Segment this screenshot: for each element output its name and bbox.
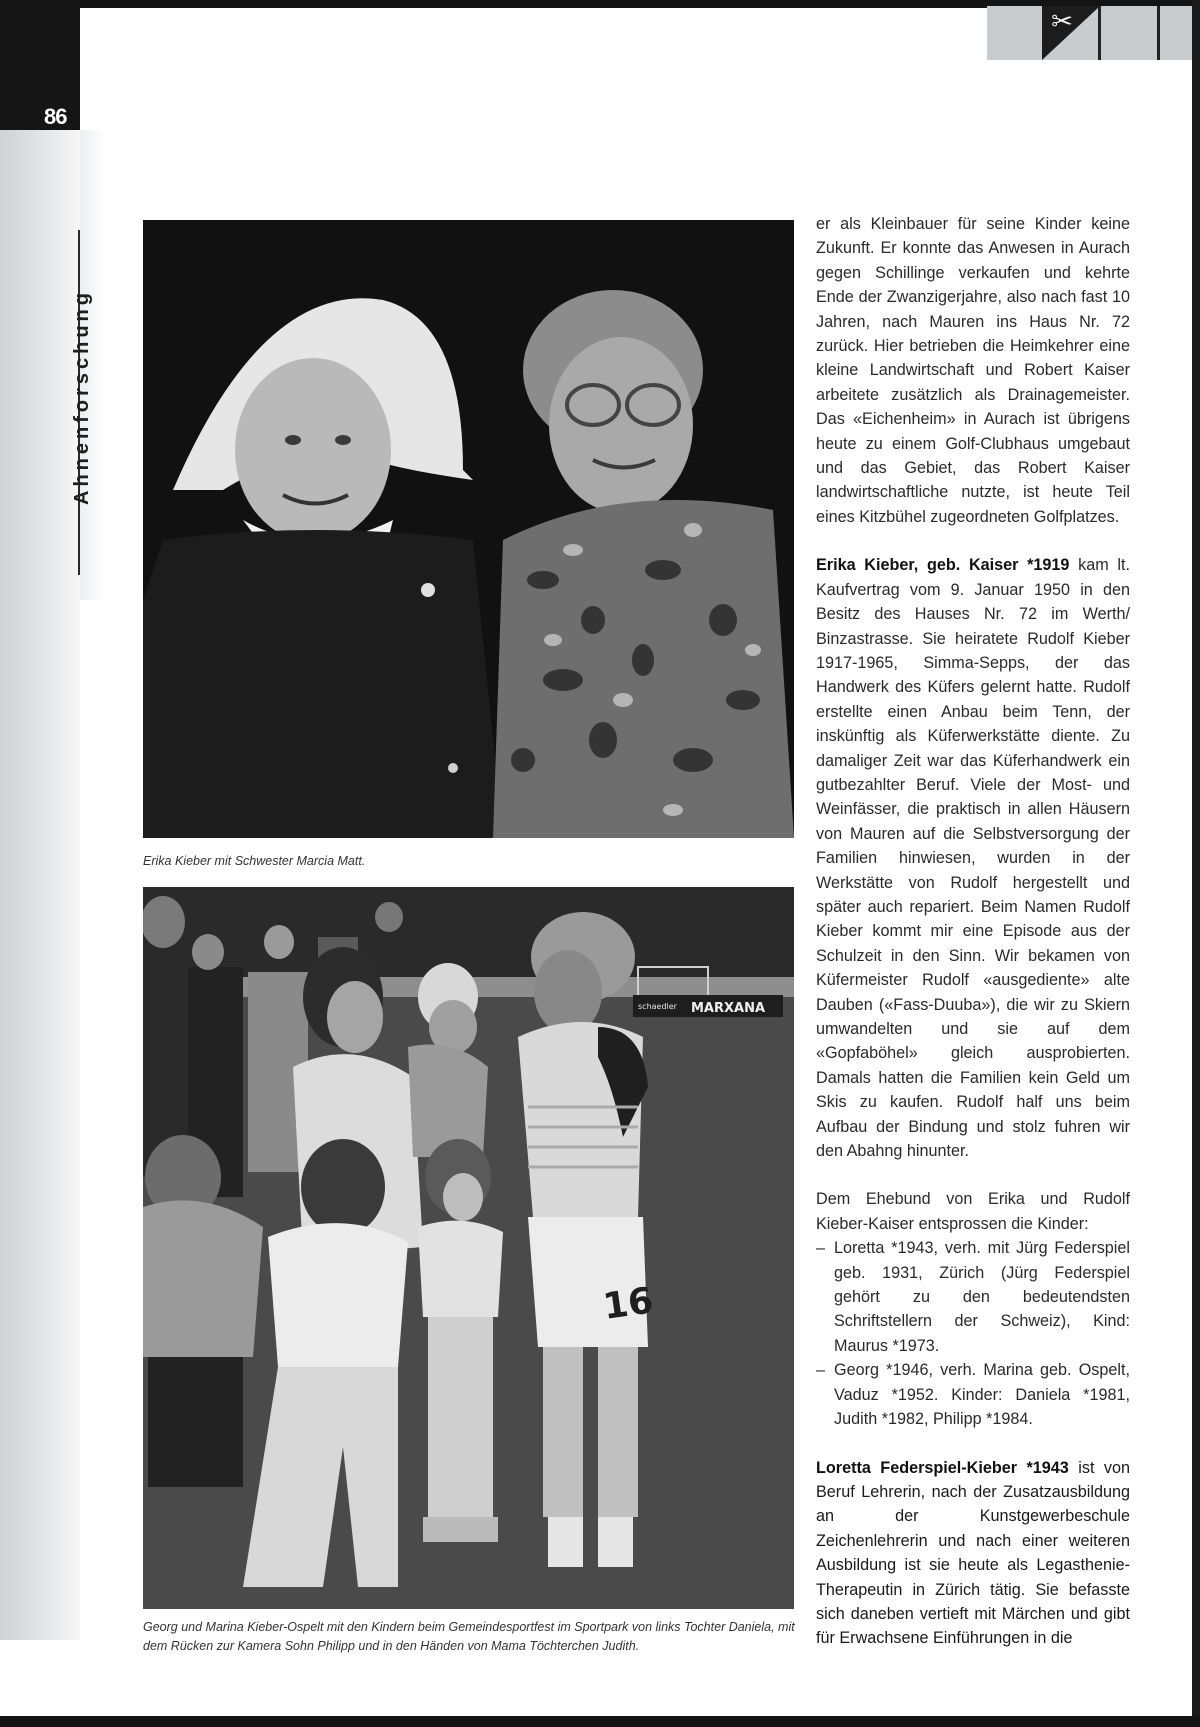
photo-caption: Erika Kieber mit Schwester Marcia Matt. xyxy=(143,854,366,868)
banner-text: MARXANA xyxy=(691,1001,766,1016)
list-item: – Loretta *1943, verh. mit Jürg Federspiel geb. 1931, Zürich (Jürg Federspiel gehört zu den bedeutendsten Schriftstellern der Schweiz), Kind: Maurus *1973. xyxy=(816,1236,1130,1358)
page-number-block xyxy=(0,0,80,130)
children-list xyxy=(816,1236,1130,1431)
scan-right-edge xyxy=(1192,0,1200,1727)
paragraph: er als Kleinbauer für seine Kinder keine Zukunft. Er konnte das Anwesen in Aurach gegen Schillinge verkaufen und kehrte Ende der Zwanzigerjahre, also nach fast 10 Jahren, nach Mauren ins Haus Nr. 72 zurück. Hier betrieben die Heimkehrer eine kleine Landwirtschaft und Robert Kaiser arbeitete zusätzlich als Drainagemeister. Das «Eichenheim» in Aurach ist übrigens heute zu einem Golf-Clubhaus umgebaut und das Gebiet, das Robert Kaiser landwirtschaftliche nutzte, ist heute Teil eines Kitzbühel zugeordneten Golfplatzes. xyxy=(816,215,1130,526)
paragraph-heading: Erika Kieber, geb. Kaiser *1919 xyxy=(816,556,1070,575)
corner-divider xyxy=(1098,6,1101,60)
section-title: Ahnenforschung xyxy=(71,289,93,505)
photo-sisters xyxy=(143,220,794,838)
paragraph xyxy=(816,553,1130,1163)
list-item: – Georg *1946, verh. Marina geb. Ospelt, Vaduz *1952. Kinder: Daniela *1981, Judith *1982, Philipp *1984. xyxy=(816,1358,1130,1431)
photo-caption: Georg und Marina Kieber-Ospelt mit den Kindern beim Gemeindesportfest im Sportpark von links Tochter Daniela, mit dem Rücken zur Kamera Sohn Philipp und in den Händen von Mama Töchterchen Judith. xyxy=(143,1620,795,1653)
scan-bottom-edge xyxy=(0,1716,1200,1727)
banner-small-text: schaedler xyxy=(638,1002,677,1011)
shirt-number: 16 xyxy=(600,1280,656,1328)
margin-strip xyxy=(0,130,80,1640)
paragraph xyxy=(816,1456,1130,1651)
paragraph-body: kam lt. Kaufvertrag vom 9. Januar 1950 in den Besitz des Hauses Nr. 72 im Werth/ Binzastrasse. Sie heiratete Rudolf Kieber 1917-1965, Simma-Sepps, der das Handwerk des Küfers gelernt hatte. Rudolf erstellte einen Anbau beim Tenn, der inskünftig als Küferwerkstätte diente. Zu damaliger Zeit war das Küferhandwerk ein gutbezahlter Beruf. Viele der Most- und Weinfässer, die praktisch in allen Häusern von Mauren auf die Selbstversorgung der Familien hinwiesen, wurden in der Werkstätte von Rudolf hergestellt und später auch repariert. Beim Namen Rudolf Kieber kommt mir eine Episode aus der Schulzeit in den Sinn. Wir bekamen von Küfermeister Rudolf «ausgediente» alte Dauben («Fass-Duuba»), die wir zu Skiern umwandelten und sie auf dem «Gopfaböhel» gleich ausprobierten. Damals hatten die Familien kein Geld um Skis zu kaufen. Rudolf half uns beim Aufbau der Bindung und stolz fuhren wir den Abahng hinunter. xyxy=(816,556,1130,1161)
text-column xyxy=(816,212,1130,1651)
page-number: 86 xyxy=(44,104,67,129)
photo-sports-festival xyxy=(143,887,794,1609)
paragraph-heading: Loretta Federspiel-Kieber *1943 xyxy=(816,1458,1069,1477)
paragraph-body: ist von Beruf Lehrerin, nach der Zusatzausbildung an der Kunstgewerbeschule Zeichenlehrerin und nach einer weiteren Ausbildung ist sie heute als Legasthenie-Therapeutin in Zürich tätig. Sie befasste sich daneben vertieft mit Märchen und gibt für Erwachsene Einführungen in die xyxy=(816,1458,1130,1648)
corner-divider xyxy=(1157,6,1160,60)
crossed-tools-icon: ✂ xyxy=(1051,6,1073,36)
paragraph: Dem Ehebund von Erika und Rudolf Kieber-Kaiser entsprossen die Kinder: xyxy=(816,1190,1130,1233)
